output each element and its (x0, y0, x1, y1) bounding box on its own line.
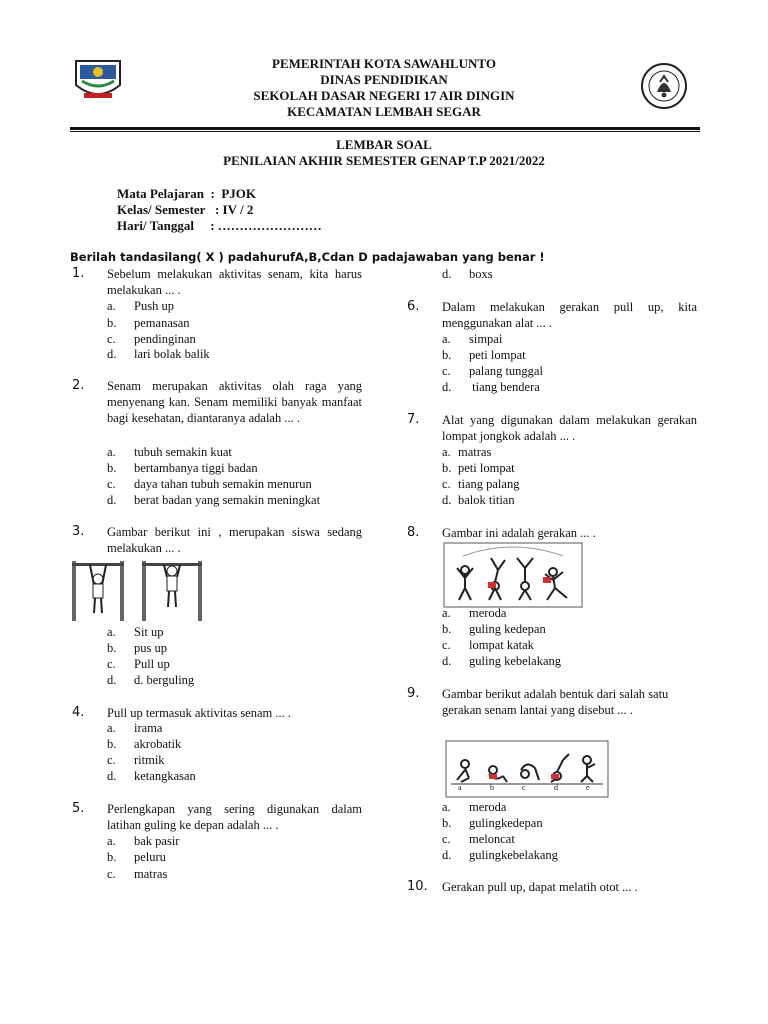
question-text: Sebelum melakukan aktivitas senam, kita harus melakukan ... . (107, 267, 362, 297)
question-number: 1. (72, 266, 85, 281)
question-text: Gambar berikut adalah bentuk dari salah satu gerakan senam lantai yang disebut ... . (442, 687, 669, 717)
option: a. bak pasir (107, 834, 180, 848)
question-text: Pull up termasuk aktivitas senam ... . (107, 706, 292, 720)
header-divider (70, 127, 700, 130)
option: c. palang tunggal (442, 364, 543, 378)
option: d. gulingkebelakang (442, 848, 558, 862)
option: c. ritmik (107, 753, 165, 767)
option: d. guling kebelakang (442, 654, 561, 668)
option: a. irama (107, 721, 163, 735)
question-number: 5. (72, 801, 85, 816)
figure-label: e (586, 783, 590, 792)
question-number: 6. (407, 299, 420, 314)
question-text: Dalam melakukan gerakan pull up, kita menggunakan alat ... . (442, 300, 697, 330)
option: c. tiang palang (442, 477, 520, 491)
question-text: Perlengkapan yang sering digunakan dalam latihan guling ke depan adalah ... . (107, 802, 362, 832)
question-text: Gambar ini adalah gerakan ... . (442, 526, 596, 540)
option: d. ketangkasan (107, 769, 196, 783)
question-text: Senam merupakan aktivitas olah raga yang menyenang kan. Senam memiliki banyak manfaat bagi kesehatan, diantaranya adalah ... . (107, 379, 362, 425)
option: a. tubuh semakin kuat (107, 445, 232, 459)
header-government: PEMERINTAH KOTA SAWAHLUNTO (272, 56, 496, 71)
header-district: KECAMATAN LEMBAH SEGAR (287, 104, 481, 119)
option: b. guling kedepan (442, 622, 546, 636)
option: c. Pull up (107, 657, 170, 671)
option: c. meloncat (442, 832, 515, 846)
option: b. pus up (107, 641, 167, 655)
question-number: 10. (407, 879, 428, 894)
option: a. matras (442, 445, 492, 459)
option: d. d. berguling (107, 673, 195, 687)
class-line: Kelas/ Semester : IV / 2 (117, 202, 254, 217)
option: c. pendinginan (107, 332, 196, 346)
option: b. akrobatik (107, 737, 182, 751)
question-number: 2. (72, 378, 85, 393)
option: b. peti lompat (442, 461, 515, 475)
option: b. gulingkedepan (442, 816, 543, 830)
option: a. Sit up (107, 625, 164, 639)
question-number: 4. (72, 705, 85, 720)
option: b. peluru (107, 850, 166, 864)
question-number: 7. (407, 412, 420, 427)
subject-line: Mata Pelajaran : PJOK (117, 186, 256, 201)
question-text: Gambar berikut ini , merupakan siswa sedang melakukan ... . (107, 525, 362, 555)
question-number: 3. (72, 524, 85, 539)
cartwheel-figure-icon (443, 542, 583, 608)
option: b. bertambanya tiggi badan (107, 461, 258, 475)
question-text: Alat yang digunakan dalam melakukan gerakan lompat jongkok adalah ... . (442, 413, 697, 443)
figure-label: d (554, 783, 558, 792)
backward-roll-figure-icon (445, 740, 609, 798)
option: b. peti lompat (442, 348, 526, 362)
exam-title: PENILAIAN AKHIR SEMESTER GENAP T.P 2021/2022 (223, 153, 545, 168)
option: c. lompat katak (442, 638, 534, 652)
pull-up-figure-icon (70, 557, 205, 621)
option: c. matras (107, 867, 168, 881)
option: a. simpai (442, 332, 503, 346)
option: a. meroda (442, 800, 507, 814)
sheet-title: LEMBAR SOAL (336, 137, 432, 152)
option: d. balok titian (442, 493, 515, 507)
option: d. berat badan yang semakin meningkat (107, 493, 321, 507)
figure-label: c (522, 783, 526, 792)
figure-label: a (458, 783, 462, 792)
instruction: Berilah tandasilang( X ) padahurufA,B,Cdan D padajawaban yang benar ! (70, 250, 545, 264)
option: a. meroda (442, 606, 507, 620)
option: a. Push up (107, 299, 174, 313)
header-department: DINAS PENDIDIKAN (320, 72, 448, 87)
header-school: SEKOLAH DASAR NEGERI 17 AIR DINGIN (253, 88, 515, 103)
option: d. lari bolak balik (107, 347, 210, 361)
question-number: 9. (407, 686, 420, 701)
option: b. pemanasan (107, 316, 190, 330)
date-line: Hari/ Tanggal : …………………… (117, 218, 322, 233)
option: d. boxs (442, 267, 493, 281)
question-number: 8. (407, 525, 420, 540)
figure-label: b (490, 783, 494, 792)
option: c. daya tahan tubuh semakin menurun (107, 477, 312, 491)
header-divider-thin (70, 131, 700, 132)
question-text: Gerakan pull up, dapat melatih otot ... . (442, 880, 638, 894)
option: d. tiang bendera (442, 380, 540, 394)
